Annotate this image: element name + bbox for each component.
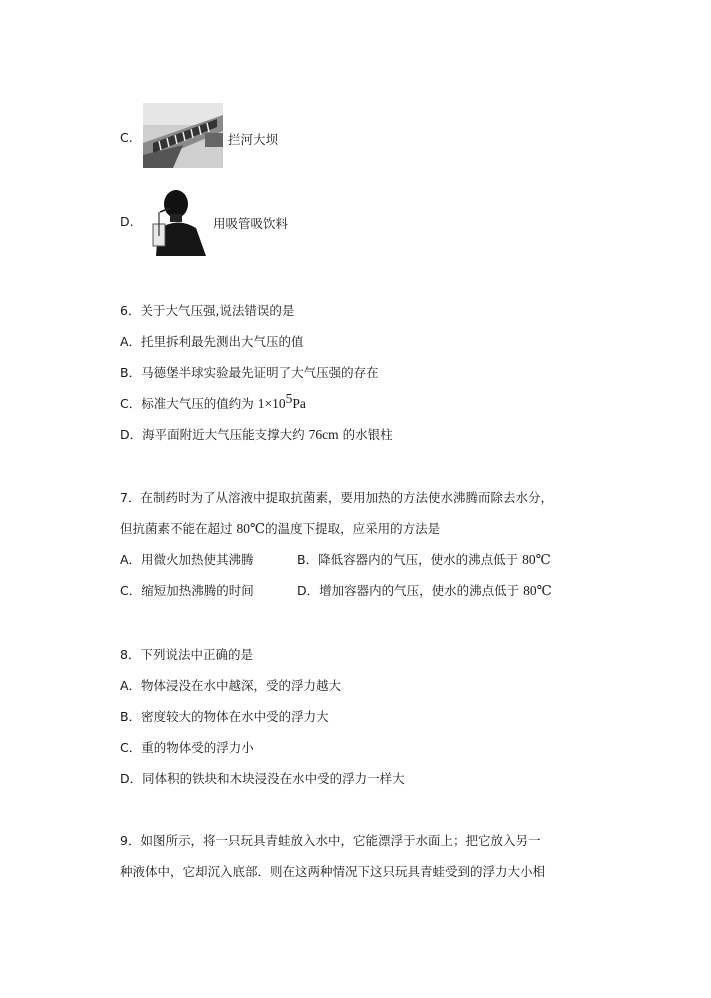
q7-stem-line1: 7．在制药时为了从溶液中提取抗菌素，要用加热的方法使水沸腾而除去水分， [120,490,553,505]
q6-option-d-value: 76cm [308,427,339,442]
q6-option-a: A．托里拆利最先测出大气压的值 [120,334,304,349]
option-d-label: D. [120,214,134,229]
option-d-caption: 用吸管吸饮料 [213,216,289,231]
q6-stem: 6．关于大气压强,说法错误的是 [120,303,295,318]
q6-option-d-suffix: 的水银柱 [338,427,393,442]
dam-image [143,103,223,168]
q6-option-c-exponent: 5 [285,391,293,406]
q8-stem: 8．下列说法中正确的是 [120,647,253,662]
q7-option-b [297,552,551,568]
q6-option-c-prefix: C．标准大气压的值约为 [120,396,258,411]
q6-option-d [120,427,393,443]
q6-option-b: B．马德堡半球实验最先证明了大气压强的存在 [120,365,379,380]
q6-option-c-value: 1×10 [257,396,286,411]
q7-option-b-temp: 80℃ [522,552,551,567]
q7-option-d [297,583,552,599]
q7-stem-line2-suffix: 的温度下提取，应采用的方法是 [265,521,441,536]
q7-option-a: A．用微火加热使其沸腾 [120,552,254,567]
q9-stem-line2: 种液体中，它却沉入底部．则在这两种情况下这只玩具青蛙受到的浮力大小相 [120,864,546,879]
straw-drinking-image [146,186,208,256]
q8-option-a: A．物体浸没在水中越深，受的浮力越大 [120,678,342,693]
q7-option-b-prefix: B．降低容器内的气压，使水的沸点低于 [297,552,523,567]
q7-option-d-temp: 80℃ [523,583,552,598]
q7-stem-temp: 80℃ [236,521,266,536]
q6-option-d-prefix: D．海平面附近大气压能支撑大约 [120,427,309,442]
q7-option-d-prefix: D．增加容器内的气压，使水的沸点低于 [297,583,524,598]
option-c-caption: 拦河大坝 [228,132,279,147]
q6-option-c-unit: Pa [292,396,306,411]
q7-option-c: C．缩短加热沸腾的时间 [120,583,254,598]
q9-stem-line1: 9．如图所示，将一只玩具青蛙放入水中，它能漂浮于水面上；把它放入另一 [120,833,541,848]
q8-option-c: C．重的物体受的浮力小 [120,740,254,755]
q7-stem-line2-prefix: 但抗菌素不能在超过 [120,521,237,536]
q7-stem-line2 [120,521,440,537]
q8-option-d: D．同体积的铁块和木块浸没在水中受的浮力一样大 [120,771,405,786]
q6-option-c [120,391,306,412]
option-c-label: C. [120,130,133,145]
q8-option-b: B．密度较大的物体在水中受的浮力大 [120,709,329,724]
